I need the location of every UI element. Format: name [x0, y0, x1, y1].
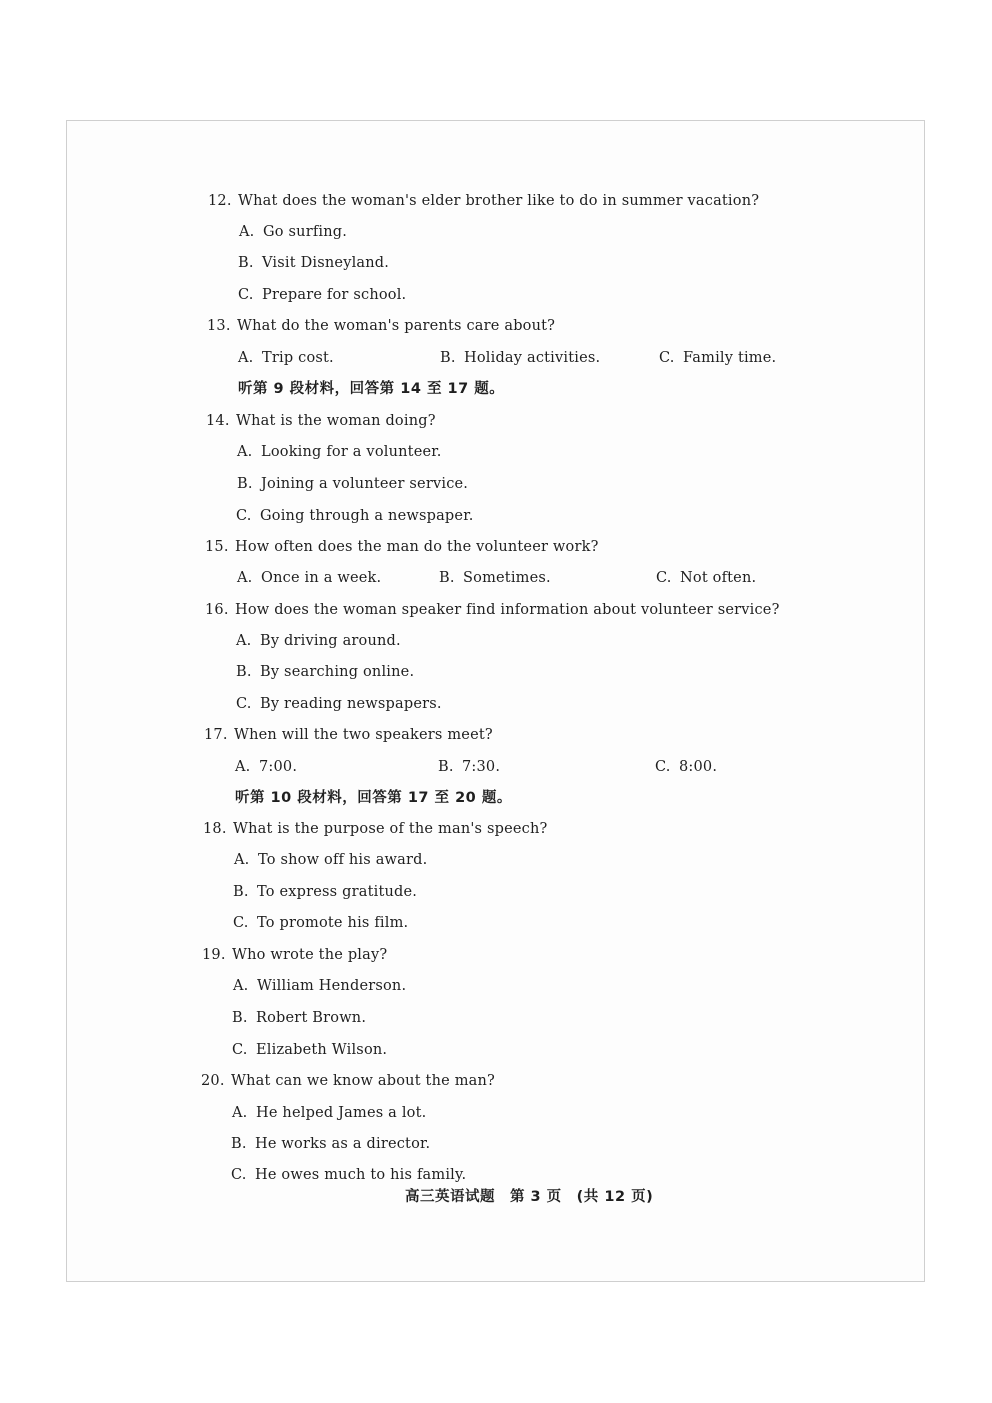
question-number: 19. — [202, 947, 226, 963]
question-text: What do the woman's parents care about? — [237, 318, 556, 334]
question-18 — [203, 820, 548, 838]
question-text: What is the woman doing? — [236, 413, 436, 429]
section-heading-10: 听第 10 段材料，回答第 17 至 20 题。 — [235, 790, 512, 806]
option-13c: C. Family time. — [659, 350, 777, 366]
option-17b: B. 7:30. — [438, 759, 501, 775]
option-17c: C. 8:00. — [655, 759, 718, 775]
question-number: 17. — [204, 727, 228, 743]
question-number: 12. — [208, 193, 232, 209]
option-19b: B. Robert Brown. — [232, 1010, 367, 1026]
option-14c: C. Going through a newspaper. — [236, 508, 474, 524]
option-13a: A. Trip cost. — [238, 350, 334, 366]
question-13 — [207, 317, 555, 335]
question-19 — [202, 946, 387, 964]
option-12c: C. Prepare for school. — [238, 287, 407, 303]
question-number: 18. — [203, 821, 227, 837]
option-18a: A. To show off his award. — [234, 852, 428, 868]
question-text: How does the woman speaker find information about volunteer service? — [235, 602, 780, 618]
question-text: What is the purpose of the man's speech? — [233, 821, 548, 837]
question-number: 14. — [206, 413, 230, 429]
question-number: 20. — [201, 1073, 225, 1089]
option-17a: A. 7:00. — [235, 759, 298, 775]
question-text: How often does the man do the volunteer work? — [235, 539, 599, 555]
option-15c: C. Not often. — [656, 570, 757, 586]
option-12b: B. Visit Disneyland. — [238, 255, 390, 271]
page-footer: 高三英语试题 第 3 页 (共 12 页) — [405, 1189, 654, 1205]
option-19c: C. Elizabeth Wilson. — [232, 1042, 388, 1058]
question-15 — [205, 538, 599, 556]
page-frame — [66, 120, 925, 1282]
option-18c: C. To promote his film. — [233, 915, 409, 931]
option-15b: B. Sometimes. — [439, 570, 551, 586]
option-20c: C. He owes much to his family. — [231, 1167, 467, 1183]
option-20a: A. He helped James a lot. — [232, 1105, 427, 1121]
option-19a: A. William Henderson. — [233, 978, 407, 994]
option-12a: A. Go surfing. — [239, 224, 348, 240]
option-13b: B. Holiday activities. — [440, 350, 601, 366]
question-12 — [208, 192, 759, 210]
option-20b: B. He works as a director. — [231, 1136, 431, 1152]
option-14b: B. Joining a volunteer service. — [237, 476, 469, 492]
question-16 — [205, 601, 780, 619]
question-number: 15. — [205, 539, 229, 555]
question-number: 16. — [205, 602, 229, 618]
option-16a: A. By driving around. — [236, 633, 401, 649]
question-14 — [206, 412, 436, 430]
question-text: What does the woman's elder brother like to do in summer vacation? — [238, 193, 760, 209]
question-20 — [201, 1072, 495, 1090]
section-heading-9: 听第 9 段材料，回答第 14 至 17 题。 — [238, 381, 505, 397]
question-text: When will the two speakers meet? — [234, 727, 493, 743]
option-15a: A. Once in a week. — [237, 570, 382, 586]
question-text: Who wrote the play? — [232, 947, 388, 963]
question-text: What can we know about the man? — [231, 1073, 496, 1089]
question-number: 13. — [207, 318, 231, 334]
option-16b: B. By searching online. — [236, 664, 415, 680]
option-18b: B. To express gratitude. — [233, 884, 418, 900]
question-17 — [204, 726, 493, 744]
option-16c: C. By reading newspapers. — [236, 696, 442, 712]
option-14a: A. Looking for a volunteer. — [237, 444, 442, 460]
